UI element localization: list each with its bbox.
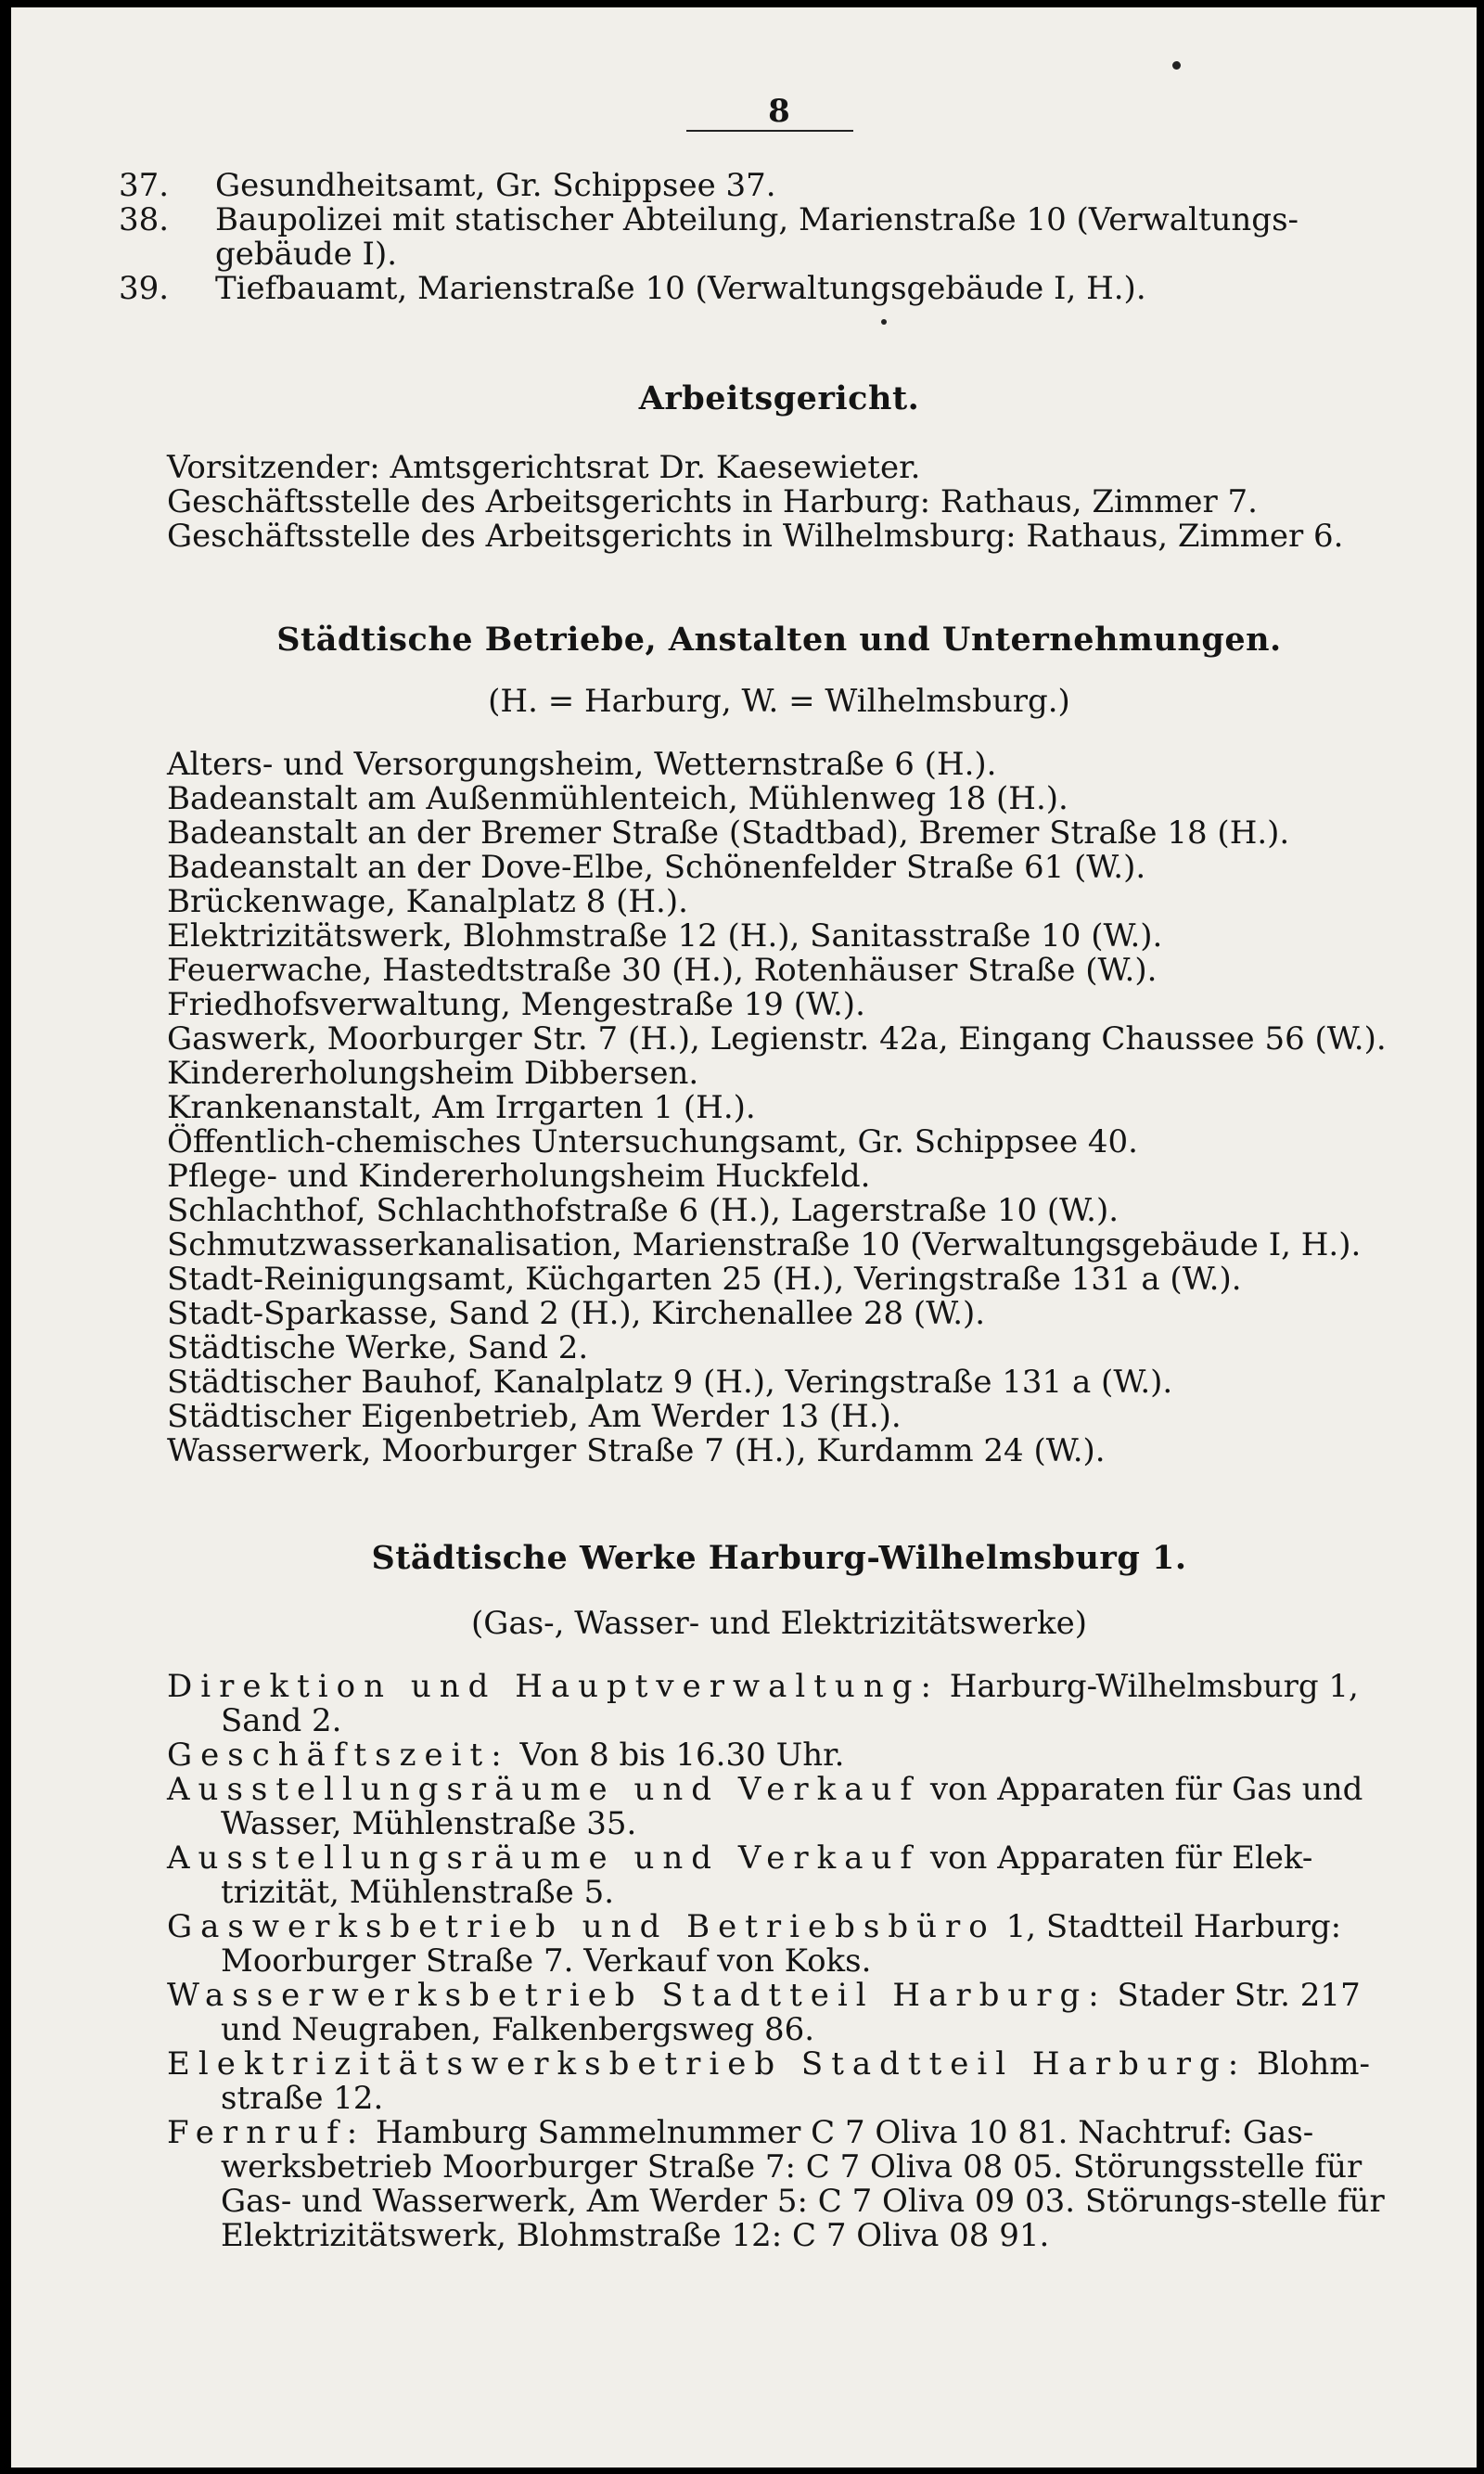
entry-text: von Apparaten für Gas und Wasser, Mühlenstraße 35. bbox=[221, 1771, 1363, 1842]
list-item bbox=[167, 1670, 1391, 1738]
entry-text: Stader Str. 217 und Neugraben, Falkenbergsweg 86. bbox=[221, 1977, 1361, 2048]
list-item: Gaswerk, Moorburger Str. 7 (H.), Legienstr. 42a, Eingang Chaussee 56 (W.). bbox=[167, 1020, 1387, 1058]
section-heading: Arbeitsgericht. bbox=[638, 379, 920, 417]
numbered-entries bbox=[119, 167, 1391, 307]
list-item: Stadt-Reinigungsamt, Küchgarten 25 (H.), Veringstraße 131 a (W.). bbox=[167, 1261, 1242, 1298]
betriebe-lines bbox=[167, 748, 1391, 1468]
list-item: Wasserwerk, Moorburger Straße 7 (H.), Kurdamm 24 (W.). bbox=[167, 1432, 1106, 1469]
entry-text: 1, Stadtteil Harburg: Moorburger Straße 7. Verkauf von Koks. bbox=[221, 1908, 1342, 1980]
betriebe-section bbox=[167, 622, 1391, 659]
ink-speck bbox=[1172, 61, 1181, 70]
document-page bbox=[11, 7, 1477, 2468]
list-item bbox=[119, 167, 1391, 204]
list-item: Badeanstalt an der Bremer Straße (Stadtbad), Bremer Straße 18 (H.). bbox=[167, 814, 1290, 852]
list-item bbox=[167, 1773, 1391, 1841]
list-item: Badeanstalt an der Dove-Elbe, Schönenfelder Straße 61 (W.). bbox=[167, 849, 1146, 886]
list-item: Elektrizitätswerk, Blohmstraße 12 (H.), Sanitasstraße 10 (W.). bbox=[167, 917, 1163, 955]
entry-text: Gesundheitsamt, Gr. Schippsee 37. bbox=[215, 167, 776, 204]
entry-number: 39. bbox=[119, 270, 170, 307]
page-number: 8 bbox=[768, 93, 790, 130]
list-item: Pflege- und Kindererholungsheim Huckfeld. bbox=[167, 1158, 871, 1195]
list-item bbox=[167, 1910, 1391, 1979]
list-item bbox=[167, 2116, 1391, 2253]
list-item: Städtische Werke, Sand 2. bbox=[167, 1329, 589, 1366]
list-item bbox=[167, 1979, 1391, 2047]
werke-subheading-block bbox=[167, 1605, 1391, 1642]
entry-text: Tiefbauamt, Marienstraße 10 (Verwaltungsgebäude I, H.). bbox=[215, 270, 1146, 307]
page-number-rule bbox=[686, 130, 853, 132]
list-item: Kindererholungsheim Dibbersen. bbox=[167, 1055, 699, 1092]
section-subheading: (Gas-, Wasser- und Elektrizitätswerke) bbox=[471, 1605, 1087, 1642]
list-item: Schmutzwasserkanalisation, Marienstraße 10 (Verwaltungsgebäude I, H.). bbox=[167, 1226, 1362, 1263]
werke-section bbox=[167, 1540, 1391, 1577]
entry-keyword: Ausstellungsräume und Verkauf bbox=[167, 1839, 921, 1877]
list-item: Geschäftsstelle des Arbeitsgerichts in Harburg: Rathaus, Zimmer 7. bbox=[167, 483, 1258, 520]
arbeitsgericht-lines bbox=[167, 451, 1391, 554]
list-item: Friedhofsverwaltung, Mengestraße 19 (W.). bbox=[167, 986, 865, 1023]
entry-keyword: Ausstellungsräume und Verkauf bbox=[167, 1771, 921, 1808]
list-item: Schlachthof, Schlachthofstraße 6 (H.), Lagerstraße 10 (W.). bbox=[167, 1192, 1119, 1229]
entry-keyword: Wasserwerksbetrieb Stadtteil Harburg: bbox=[167, 1977, 1107, 2014]
entry-text: Harburg-Wilhelmsburg 1, Sand 2. bbox=[221, 1668, 1359, 1739]
entry-keyword: Direktion und Hauptverwaltung: bbox=[167, 1668, 940, 1705]
list-item bbox=[167, 1841, 1391, 1910]
list-item: Feuerwache, Hastedtstraße 30 (H.), Rotenhäuser Straße (W.). bbox=[167, 952, 1158, 989]
list-item: Städtischer Bauhof, Kanalplatz 9 (H.), Veringstraße 131 a (W.). bbox=[167, 1364, 1173, 1401]
werke-entries bbox=[167, 1670, 1391, 2253]
list-item: Geschäftsstelle des Arbeitsgerichts in Wilhelmsburg: Rathaus, Zimmer 6. bbox=[167, 518, 1344, 555]
entry-text: Hamburg Sammelnummer C 7 Oliva 10 81. Nachtruf: Gas-werksbetrieb Moorburger Straße 7: C 7 Oliva 08 05. Störungsstelle für Gas- und Wasserwerk, Am Werder 5: C 7 Oliva 09 03. Störungs-stelle für Elektrizitätswerk, Blohmstraße 12: C 7 Oliva 08 91. bbox=[221, 2114, 1385, 2254]
list-item bbox=[119, 270, 1391, 307]
entry-text: von Apparaten für Elek-trizität, Mühlenstraße 5. bbox=[221, 1839, 1313, 1911]
abbreviation-legend: (H. = Harburg, W. = Wilhelmsburg.) bbox=[488, 683, 1070, 720]
entry-text: Baupolizei mit statischer Abteilung, Marienstraße 10 (Verwaltungs-gebäude I). bbox=[215, 201, 1299, 273]
entry-keyword: Elektrizitätswerksbetrieb Stadtteil Harburg: bbox=[167, 2045, 1247, 2083]
list-item bbox=[119, 201, 1391, 273]
section-heading: Städtische Betriebe, Anstalten und Unternehmungen. bbox=[276, 621, 1282, 659]
list-item: Brückenwage, Kanalplatz 8 (H.). bbox=[167, 883, 688, 920]
list-item: Krankenanstalt, Am Irrgarten 1 (H.). bbox=[167, 1089, 756, 1126]
list-item: Stadt-Sparkasse, Sand 2 (H.), Kirchenallee 28 (W.). bbox=[167, 1295, 986, 1332]
arbeitsgericht-section bbox=[167, 380, 1391, 417]
entry-keyword: Fernruf: bbox=[167, 2114, 366, 2151]
list-item: Vorsitzender: Amtsgerichtsrat Dr. Kaesewieter. bbox=[167, 449, 921, 486]
list-item: Städtischer Eigenbetrieb, Am Werder 13 (H.). bbox=[167, 1398, 902, 1435]
entry-text: Blohm-straße 12. bbox=[221, 2045, 1371, 2117]
list-item bbox=[167, 1738, 1391, 1773]
list-item: Alters- und Versorgungsheim, Wetternstraße 6 (H.). bbox=[167, 746, 997, 783]
entry-keyword: Gaswerksbetrieb und Betriebsbüro bbox=[167, 1908, 996, 1945]
ink-speck bbox=[881, 319, 887, 325]
list-item bbox=[167, 2047, 1391, 2116]
entry-keyword: Geschäftszeit: bbox=[167, 1737, 510, 1774]
entry-text: Von 8 bis 16.30 Uhr. bbox=[509, 1737, 845, 1774]
entry-number: 37. bbox=[119, 167, 170, 204]
section-heading: Städtische Werke Harburg-Wilhelmsburg 1. bbox=[371, 1539, 1187, 1577]
list-item: Badeanstalt am Außenmühlenteich, Mühlenweg 18 (H.). bbox=[167, 780, 1068, 817]
list-item: Öffentlich-chemisches Untersuchungsamt, Gr. Schippsee 40. bbox=[167, 1123, 1138, 1160]
entry-number: 38. bbox=[119, 201, 170, 238]
betriebe-legend-block bbox=[167, 683, 1391, 720]
